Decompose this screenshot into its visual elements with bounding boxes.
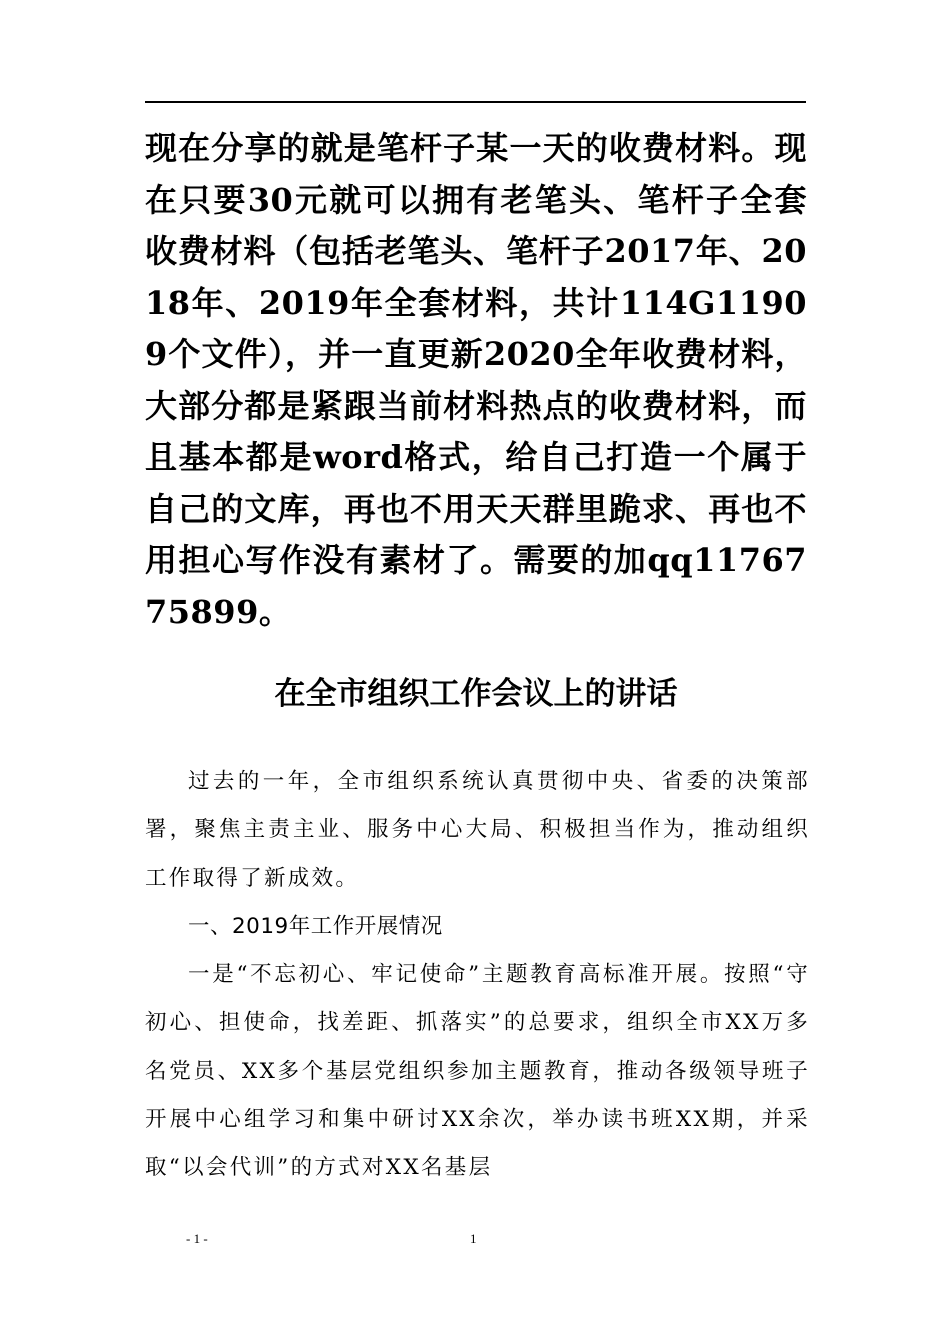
footer-page-label: - 1 - xyxy=(186,1231,208,1246)
section-heading: 一、2019年工作开展情况 xyxy=(188,913,443,939)
body-paragraph: 一是“不忘初心、牢记使命”主题教育高标准开展。按照“守初心、担使命，找差距、抓落实”的总要求，组织全市XX万多名党员、XX多个基层党组织参加主题教育，推动各级领导班子开展中心组学习和集中研讨XX余次，举办读书班XX期，并采取“以会代训”的方式对XX名基层 xyxy=(145,962,810,1181)
document-body xyxy=(145,758,810,1193)
footer-page-number: 1 xyxy=(470,1231,477,1246)
intro-paragraph: 过去的一年，全市组织系统认真贯彻中央、省委的决策部署，聚焦主责主业、服务中心大局、积极担当作为，推动组织工作取得了新成效。 xyxy=(145,769,810,891)
advert-paragraph: 现在分享的就是笔杆子某一天的收费材料。现在只要30元就可以拥有老笔头、笔杆子全套收费材料（包括老笔头、笔杆子2017年、2018年、2019年全套材料，共计114G11909个文件），并一直更新2020全年收费材料，大部分都是紧跟当前材料热点的收费材料，而且基本都是word格式，给自己打造一个属于自己的文库，再也不用天天群里跪求、再也不用担心写作没有素材了。需要的加qq1176775899。 xyxy=(145,129,807,631)
document-title: 在全市组织工作会议上的讲话 xyxy=(274,676,678,712)
header-rule xyxy=(145,101,806,103)
